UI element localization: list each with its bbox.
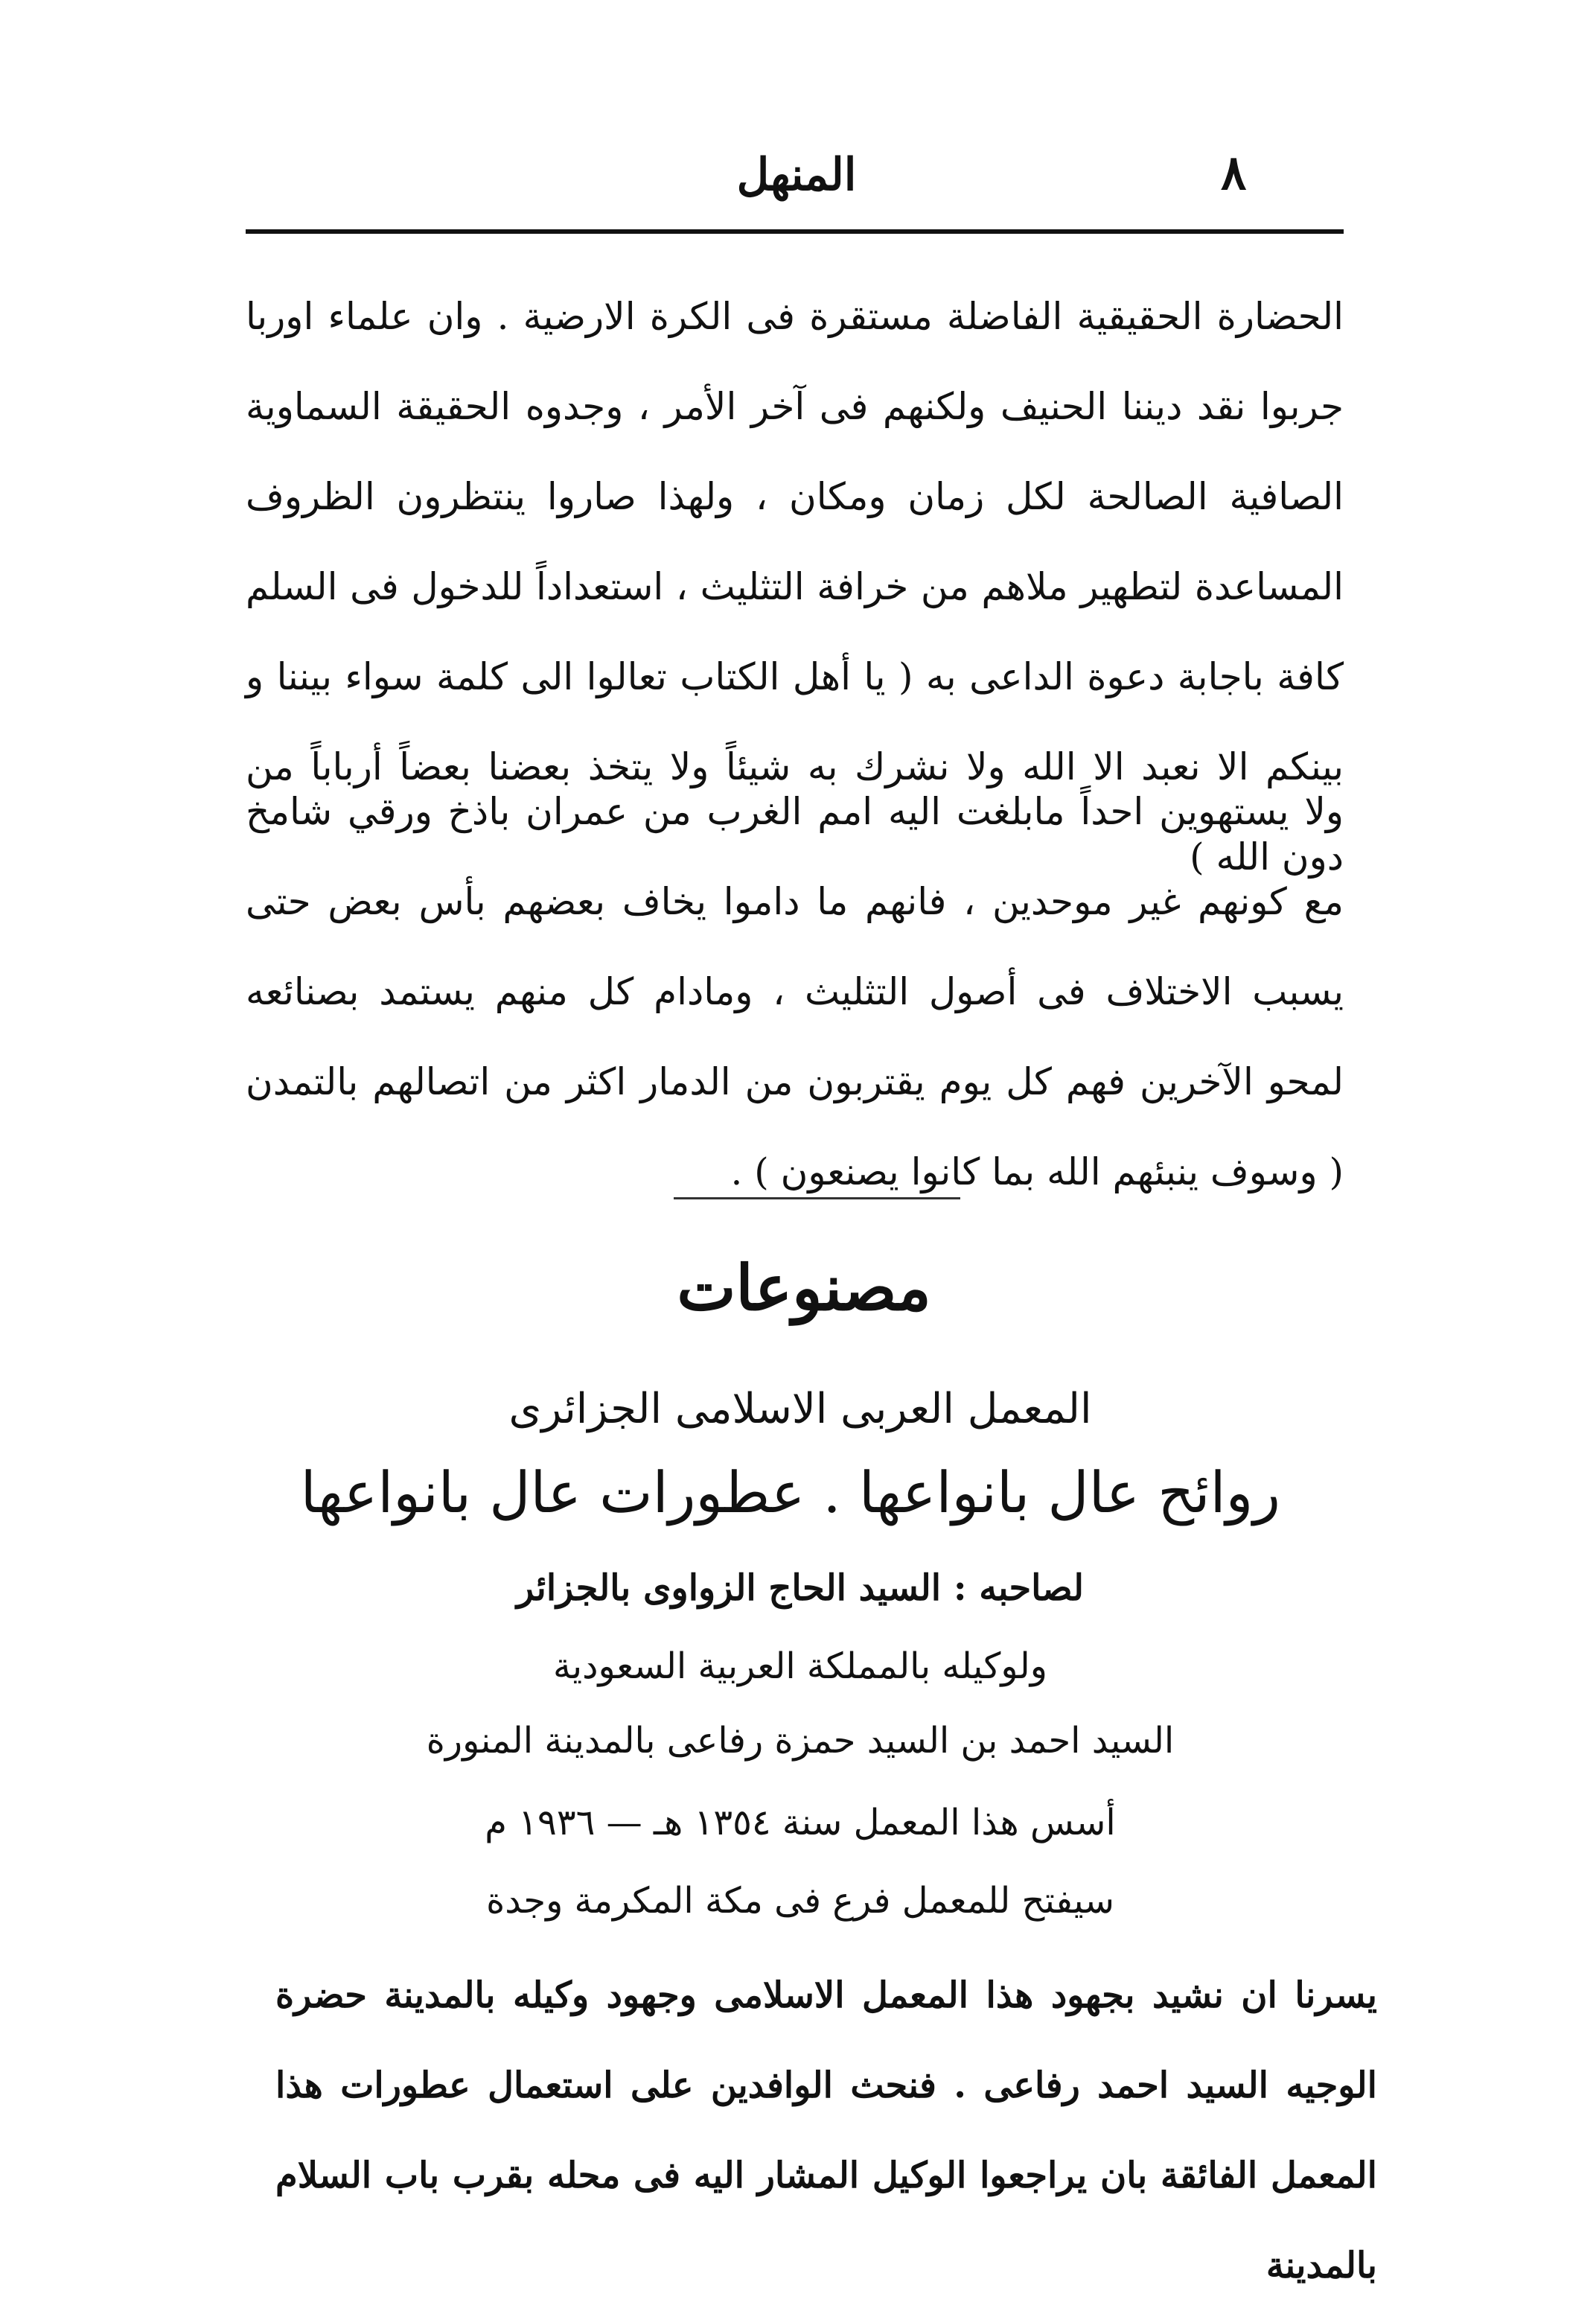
advertisement-products: روائح عال بانواعها . عطورات عال بانواعها (300, 1459, 1280, 1526)
advertisement-owner: لصاحبه : السيد الحاج الزواوى بالجزائر (516, 1567, 1085, 1609)
article-paragraph-2 (246, 767, 1344, 1217)
advertisement-founded: أسس هذا المعمل سنة ١٣٥٤ هـ — ١٩٣٦ م (485, 1802, 1116, 1843)
running-title: المنهل (736, 149, 857, 201)
advertisement-agent-name: السيد احمد بن السيد حمزة رفاعى بالمدينة المنورة (426, 1720, 1175, 1762)
paragraph-text: ولا يستهوين احداً مابلغت اليه امم الغرب من عمران باذخ ورقي شامخ مع كونهم غير موحدين ، فانهم ما داموا يخاف بعضهم بأس بعض حتى يسبب الاختلاف فى أصول التثليث ، ومادام كل منهم يستمد بصنائعه لمحو الآخرين فهم كل يوم يقتربون من الدمار اكثر من اتصالهم بالتمدن ( وسوف ينبئهم الله بما كانوا يصنعون ) . (246, 790, 1344, 1193)
section-divider (674, 1197, 960, 1199)
notice-text: يسرنا ان نشيد بجهود هذا المعمل الاسلامى وجهود وكيله بالمدينة حضرة الوجيه السيد احمد رفاعى . فنحث الوافدين على استعمال عطورات هذا المعمل الفائقة بان يراجعوا الوكيل المشار اليه فى محله بقرب باب السلام بالمدينة (275, 1974, 1378, 2286)
advertisement-branch: سيفتح للمعمل فرع فى مكة المكرمة وجدة (486, 1880, 1114, 1922)
header-rule (246, 229, 1344, 234)
paragraph-text: الحضارة الحقيقية الفاضلة مستقرة فى الكرة الارضية . وان علماء اوربا جربوا نقد ديننا الحنيف ولكنهم فى آخر الأمر ، وجدوه الحقيقة السماوية الصافية الصالحة لكل زمان ومكان ، ولهذا صاروا ينتظرون الظروف المساعدة لتطهير ملاهم من خرافة التثليث ، استعداداً للدخول فى السلم كافة باجابة دعوة الداعى به ( يا أهل الكتاب تعالوا الى كلمة سواء بيننا و بينكم الا نعبد الا الله ولا نشرك به شيئاً ولا يتخذ بعضنا بعضاً أرباباً من دون الله ) (246, 295, 1344, 879)
advertisement-title: مصنوعات (677, 1251, 931, 1325)
page-number: ٨ (1221, 145, 1247, 201)
advertisement-agent: ولوكيله بالمملكة العربية السعودية (553, 1645, 1047, 1687)
advertisement-notice (275, 1951, 1377, 2311)
advertisement-subtitle: المعمل العربى الاسلامى الجزائرى (508, 1385, 1092, 1433)
